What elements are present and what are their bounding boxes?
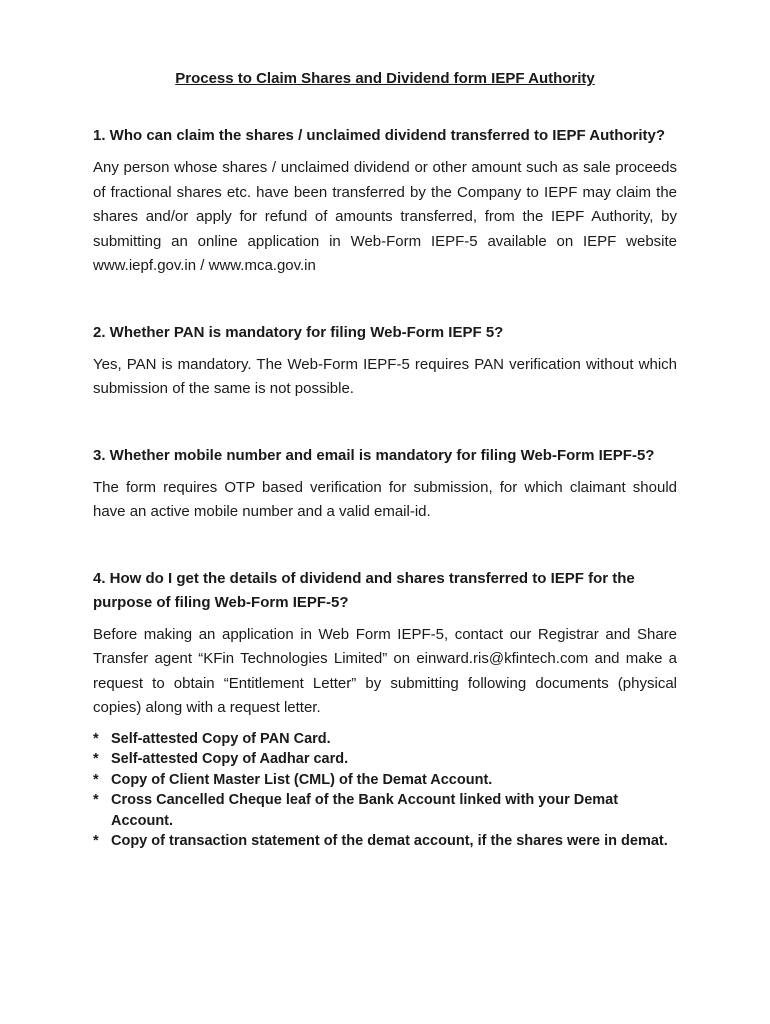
faq-question-2: 2. Whether PAN is mandatory for filing Web-Form IEPF 5? (93, 323, 504, 341)
list-item (93, 770, 677, 791)
faq-section-2 (93, 321, 677, 402)
bullet-marker: * (93, 792, 99, 808)
list-item (93, 831, 677, 852)
faq-section-3 (93, 444, 677, 525)
faq-question-1: 1. Who can claim the shares / unclaimed dividend transferred to IEPF Authority? (93, 127, 666, 144)
faq-question-3: 3. Whether mobile number and email is mandatory for filing Web-Form IEPF-5? (93, 446, 655, 464)
list-item-text: Self-attested Copy of PAN Card. (111, 730, 331, 747)
list-item-text: Self-attested Copy of Aadhar card. (111, 751, 349, 767)
list-item-text: Cross Cancelled Cheque leaf of the Bank Account linked with your Demat Account. (111, 792, 619, 829)
faq-answer-1: Any person whose shares / unclaimed dividend or other amount such as sale proceeds of fractional shares etc. have been transferred by the Company to IEPF may claim the shares and/or apply for refund of amounts transferred, from the IEPF Authority, by submitting an online application in Web-Form IEPF-5 available on IEPF website www.iepf.gov.in / www.mca.gov.in (93, 159, 677, 274)
bullet-marker: * (93, 771, 99, 788)
faq-section-1 (93, 124, 677, 279)
section-spacer (93, 525, 677, 567)
required-documents-list (93, 729, 677, 852)
document-title: Process to Claim Shares and Dividend form IEPF Authority (175, 70, 595, 87)
bullet-marker: * (93, 751, 99, 767)
section-spacer (93, 279, 677, 321)
faq-answer-3: The form requires OTP based verification for submission, for which claimant should have an active mobile number and a valid email-id. (93, 478, 677, 520)
bullet-marker: * (93, 730, 99, 747)
faq-answer-4: Before making an application in Web Form IEPF-5, contact our Registrar and Share Transfer agent “KFin Technologies Limited” on einward.ris@kfintech.com and make a request to obtain “Entitlement Letter” by submitting following documents (physical copies) along with a request letter. (93, 625, 677, 716)
list-item (93, 749, 677, 770)
section-spacer (93, 402, 677, 444)
faq-section-4 (93, 567, 677, 852)
faq-question-4: 4. How do I get the details of dividend and shares transferred to IEPF for the purpose of filing Web-Form IEPF-5? (93, 569, 635, 611)
bullet-marker: * (93, 833, 99, 849)
faq-answer-2: Yes, PAN is mandatory. The Web-Form IEPF-5 requires PAN verification without which submission of the same is not possible. (93, 355, 677, 397)
list-item (93, 790, 677, 831)
list-item-text: Copy of transaction statement of the demat account, if the shares were in demat. (111, 833, 668, 849)
list-item-text: Copy of Client Master List (CML) of the Demat Account. (111, 771, 493, 788)
document-page (93, 68, 677, 852)
list-item (93, 729, 677, 750)
